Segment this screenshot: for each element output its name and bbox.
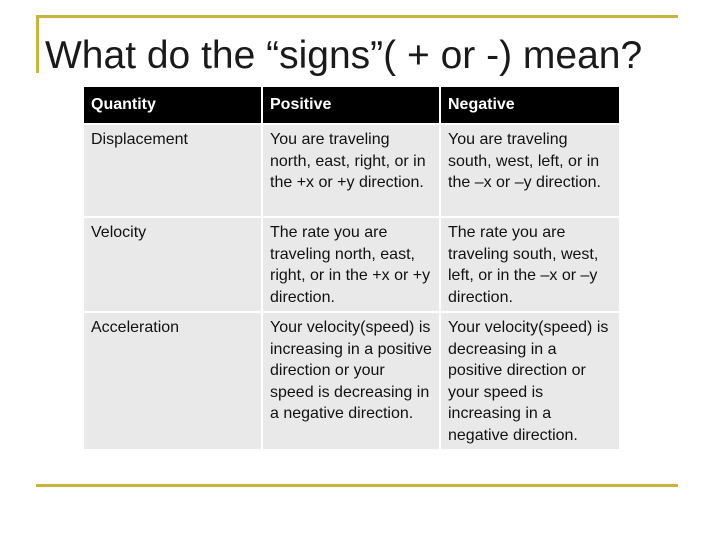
slide-title: What do the “signs”( + or -) mean? (45, 34, 643, 77)
cell-negative: You are traveling south, west, left, or in the –x or –y direction. (440, 124, 619, 217)
cell-negative: The rate you are traveling south, west, left, or in the –x or –y direction. (440, 217, 619, 312)
left-rule (36, 15, 39, 73)
header-quantity: Quantity (84, 87, 262, 124)
cell-positive: You are traveling north, east, right, or in the +x or +y direction. (262, 124, 440, 217)
top-rule (36, 15, 678, 18)
header-negative: Negative (440, 87, 619, 124)
table-header-row (84, 87, 619, 124)
header-positive: Positive (262, 87, 440, 124)
cell-negative: Your velocity(speed) is decreasing in a positive direction or your speed is increasing in a negative direction. (440, 312, 619, 449)
table-row (84, 124, 619, 217)
cell-positive: Your velocity(speed) is increasing in a positive direction or your speed is decreasing in a negative direction. (262, 312, 440, 449)
cell-positive: The rate you are traveling north, east, right, or in the +x or +y direction. (262, 217, 440, 312)
table-row (84, 312, 619, 449)
bottom-rule (36, 484, 678, 487)
signs-table (84, 87, 619, 449)
table-row (84, 217, 619, 312)
cell-quantity: Acceleration (84, 312, 262, 449)
cell-quantity: Velocity (84, 217, 262, 312)
cell-quantity: Displacement (84, 124, 262, 217)
